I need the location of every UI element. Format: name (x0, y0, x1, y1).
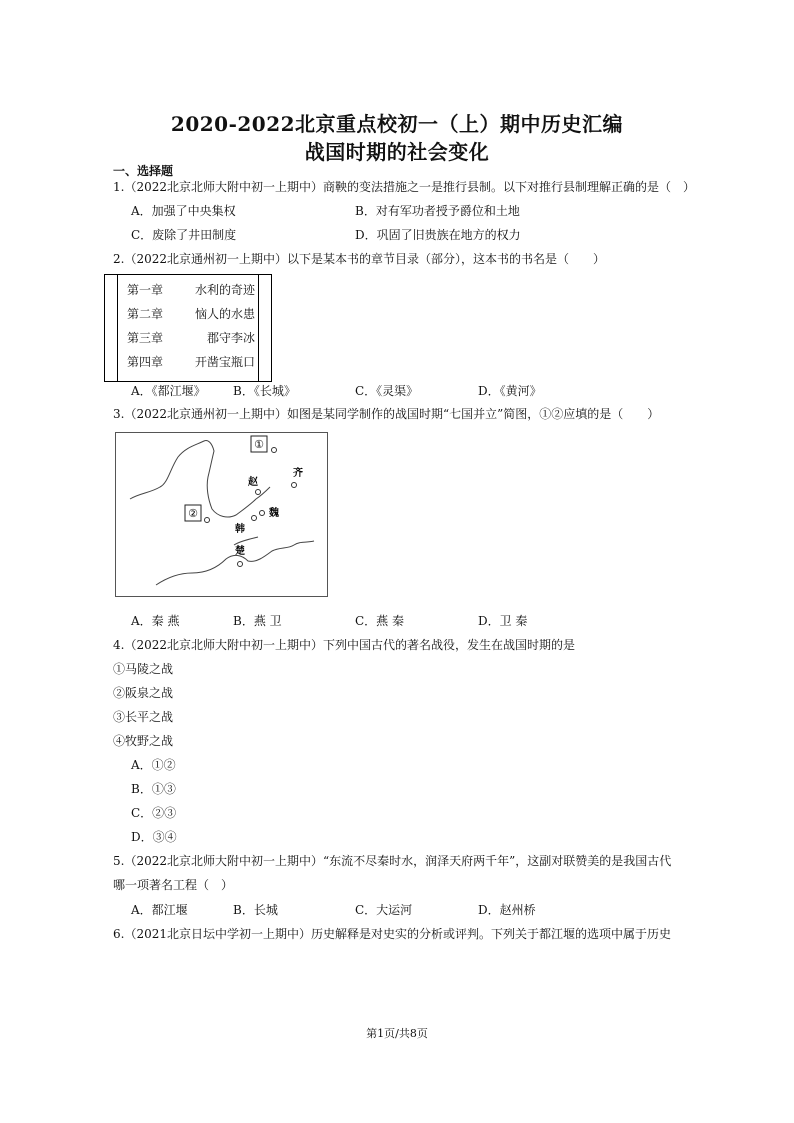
state-zhao-label: 赵 (248, 477, 258, 488)
q5-option-c: C．大运河 (355, 903, 413, 917)
box-2-label: ② (188, 507, 198, 520)
state-wei-label: 魏 (269, 508, 279, 519)
q1-option-d: D．巩固了旧贵族在地方的权力 (355, 228, 521, 242)
river-branch-line (234, 537, 258, 545)
document-title: 2020-2022北京重点校初一（上）期中历史汇编 (170, 112, 624, 136)
question-3-stem: 3.（2022北京通州初一上期中）如图是某同学制作的战国时期“七国并立”简图，①②应填的是（ ） (113, 407, 660, 421)
capital-marker (205, 518, 210, 523)
chapter-name: 郡守李冰 (206, 331, 255, 345)
q3-option-a: A．秦 燕 (131, 614, 180, 628)
q2-option-b: B．《长城》 (233, 384, 296, 398)
chapter-number: 第一章 (127, 283, 164, 297)
box-1-label: ① (254, 438, 264, 451)
state-chu-label: 楚 (235, 546, 245, 557)
q4-option-b: B．①③ (131, 782, 176, 796)
q1-option-b: B．对有军功者授予爵位和土地 (355, 204, 520, 218)
chapter-table (104, 274, 272, 382)
chapter-row (127, 281, 255, 298)
question-6-stem: 6.（2021北京日坛中学初一上期中）历史解释是对史实的分析或评判。下列关于都江堰的选项中属于历史 (113, 927, 671, 941)
question-2-stem: 2.（2022北京通州初一上期中）以下是某本书的章节目录（部分），这本书的书名是（ ） (113, 252, 605, 266)
document-subtitle: 战国时期的社会变化 (304, 140, 490, 164)
state-han-label: 韩 (235, 524, 245, 535)
q3-option-c: C．燕 秦 (355, 614, 404, 628)
q4-option-a: A．①② (131, 758, 176, 772)
capital-marker (292, 483, 297, 488)
chapter-row (127, 353, 255, 370)
q2-option-a: A．《都江堰》 (131, 384, 206, 398)
chapter-number: 第三章 (127, 331, 164, 345)
question-1-stem: 1.（2022北京北师大附中初一上期中）商鞅的变法措施之一是推行县制。以下对推行县制理解正确的是（ ） (113, 180, 695, 194)
q4-item: ①马陵之战 (113, 662, 174, 676)
q1-option-a: A．加强了中央集权 (131, 204, 236, 218)
chapter-row (127, 329, 255, 346)
q1-option-c: C．废除了井田制度 (131, 228, 237, 242)
q4-option-d: D．③④ (131, 830, 177, 844)
q4-item: ④牧野之战 (113, 734, 174, 748)
capital-marker (238, 562, 243, 567)
chapter-row (127, 305, 255, 322)
q3-option-b: B．燕 卫 (233, 614, 282, 628)
q3-option-d: D．卫 秦 (478, 614, 528, 628)
chapter-number: 第四章 (127, 355, 164, 369)
chapter-number: 第二章 (127, 307, 164, 321)
warring-states-map (115, 432, 328, 597)
question-4-stem: 4.（2022北京北师大附中初一上期中）下列中国古代的著名战役，发生在战国时期的是 (113, 638, 575, 652)
q5-option-d: D．赵州桥 (478, 903, 536, 917)
q5-option-b: B．长城 (233, 903, 278, 917)
page-footer: 第1页/共8页 (366, 1027, 428, 1040)
capital-marker (272, 448, 277, 453)
chapter-name: 水利的奇迹 (194, 283, 255, 297)
q4-item: ③长平之战 (113, 710, 174, 724)
capital-marker (256, 490, 261, 495)
map-svg (116, 433, 327, 596)
section-heading: 一、选择题 (113, 164, 174, 178)
question-5-stem: 5.（2022北京北师大附中初一上期中）“东流不尽秦时水，润泽天府两千年”，这副对联赞美的是我国古代 (113, 854, 672, 868)
q4-option-c: C．②③ (131, 806, 177, 820)
capital-marker (252, 516, 257, 521)
capital-marker (260, 511, 265, 516)
q2-option-c: C．《灵渠》 (355, 384, 419, 398)
q4-item: ②阪泉之战 (113, 686, 174, 700)
state-qi-label: 齐 (293, 468, 303, 479)
chapter-name: 恼人的水患 (194, 307, 255, 321)
question-5-stem-continued: 哪一项著名工程（ ） (113, 878, 234, 892)
q2-option-d: D．《黄河》 (478, 384, 542, 398)
q5-option-a: A．都江堰 (131, 903, 188, 917)
chapter-name: 开凿宝瓶口 (194, 355, 255, 369)
